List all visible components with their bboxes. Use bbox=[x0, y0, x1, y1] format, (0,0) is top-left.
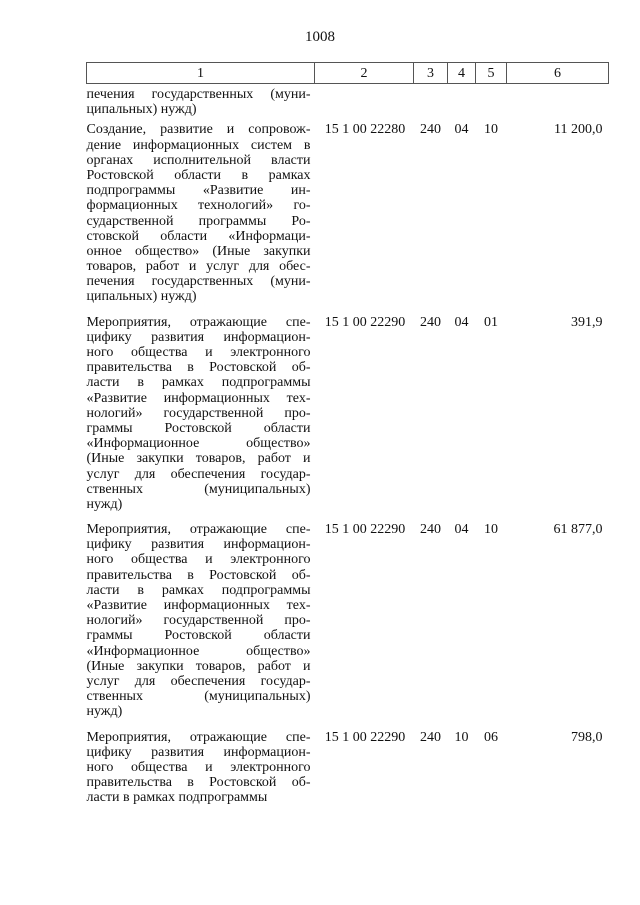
table-header-row bbox=[87, 63, 609, 84]
column-5-cell: 10 bbox=[484, 522, 498, 538]
table-body bbox=[87, 84, 609, 811]
description-cell bbox=[87, 310, 315, 517]
description-line: цифику развития информацион- bbox=[86, 537, 311, 553]
description-line: стовской области «Информаци- bbox=[86, 228, 311, 244]
description-line: печения государственных (муни- bbox=[86, 87, 311, 102]
description-line: цифику развития информацион- bbox=[86, 329, 311, 345]
description-line: органах исполнительной власти bbox=[86, 152, 311, 168]
description-line: «Развитие информационных тех- bbox=[86, 598, 311, 613]
description-line: ного общества и электронного bbox=[86, 345, 311, 360]
column-header: 5 bbox=[476, 63, 507, 84]
description-line: нужд) bbox=[86, 496, 123, 512]
column-3-cell: 240 bbox=[420, 729, 441, 745]
description-line: Мероприятия, отражающие спе- bbox=[86, 314, 311, 330]
column-header: 1 bbox=[87, 63, 315, 84]
column-header: 3 bbox=[414, 63, 448, 84]
description-line: «Информационное общество» bbox=[86, 436, 311, 452]
description-line: ласти в рамках подпрограммы bbox=[86, 582, 311, 598]
description-line: товаров, работ и услуг для обес- bbox=[86, 259, 311, 275]
description-line: ласти в рамках подпрограммы bbox=[86, 375, 311, 391]
amount-cell: 798,0 bbox=[571, 729, 603, 745]
description-line: дение информационных систем в bbox=[86, 137, 311, 153]
column-header: 4 bbox=[448, 63, 476, 84]
column-5-cell: 01 bbox=[484, 314, 498, 330]
budget-code-cell: 15 1 00 22290 bbox=[324, 314, 406, 330]
description-line: ственных (муниципальных) bbox=[86, 689, 311, 705]
column-5-cell bbox=[476, 84, 507, 118]
description-line: нологий» государственной про- bbox=[86, 613, 311, 629]
amount-cell: 391,9 bbox=[571, 314, 603, 330]
column-3-cell: 240 bbox=[420, 122, 441, 138]
budget-code-cell: 15 1 00 22290 bbox=[324, 522, 406, 538]
description-line: правительства в Ростовской об- bbox=[86, 360, 311, 376]
column-4-cell: 04 bbox=[454, 314, 469, 330]
description-line: онное общество» (Иные закупки bbox=[86, 243, 311, 259]
budget-code-cell: 15 1 00 22290 bbox=[324, 729, 406, 745]
description-line: нужд) bbox=[86, 704, 123, 720]
amount-cell bbox=[507, 84, 609, 118]
description-line: ного общества и электронного bbox=[86, 759, 311, 775]
column-4-cell: 04 bbox=[454, 522, 469, 538]
description-line: подпрограммы «Развитие ин- bbox=[86, 183, 311, 199]
description-cell bbox=[87, 725, 315, 811]
amount-cell: 61 877,0 bbox=[553, 522, 603, 538]
table-row bbox=[87, 310, 609, 517]
description-cell bbox=[87, 117, 315, 309]
budget-code-cell bbox=[315, 84, 414, 118]
column-3-cell bbox=[414, 84, 448, 118]
column-4-cell: 04 bbox=[454, 122, 469, 138]
description-line: ного общества и электронного bbox=[86, 552, 311, 568]
page-number: 1008 bbox=[305, 29, 335, 45]
description-line: ласти в рамках подпрограммы bbox=[86, 790, 268, 806]
description-line: «Информационное общество» bbox=[86, 643, 311, 659]
description-line: цифику развития информацион- bbox=[86, 744, 311, 760]
description-line: (Иные закупки товаров, работ и bbox=[86, 451, 311, 467]
description-line: Мероприятия, отражающие спе- bbox=[86, 522, 311, 538]
description-cell bbox=[87, 84, 315, 118]
description-line: ципальных) нужд) bbox=[86, 289, 197, 305]
column-4-cell bbox=[448, 84, 476, 118]
budget-code-cell: 15 1 00 22280 bbox=[324, 122, 406, 138]
budget-table bbox=[86, 62, 609, 810]
description-line: Создание, развитие и сопровож- bbox=[86, 122, 311, 138]
description-line: услуг для обеспечения государ- bbox=[86, 466, 311, 482]
column-5-cell: 06 bbox=[484, 729, 498, 745]
column-3-cell: 240 bbox=[420, 522, 441, 538]
table-row bbox=[87, 117, 609, 309]
amount-cell: 11 200,0 bbox=[554, 122, 603, 138]
description-line: услуг для обеспечения государ- bbox=[86, 673, 311, 689]
description-line: граммы Ростовской области bbox=[86, 420, 311, 436]
column-header: 2 bbox=[315, 63, 414, 84]
column-3-cell: 240 bbox=[420, 314, 441, 330]
description-line: «Развитие информационных тех- bbox=[86, 390, 311, 406]
table-row bbox=[87, 517, 609, 724]
description-line: (Иные закупки товаров, работ и bbox=[86, 658, 311, 674]
table-row bbox=[87, 725, 609, 811]
column-5-cell: 10 bbox=[484, 122, 498, 138]
description-line: нологий» государственной про- bbox=[86, 405, 311, 421]
description-line: правительства в Ростовской об- bbox=[86, 567, 311, 583]
description-line: формационных технологий» го- bbox=[86, 198, 311, 214]
column-4-cell: 10 bbox=[454, 729, 469, 745]
description-line: граммы Ростовской области bbox=[86, 628, 311, 644]
column-header: 6 bbox=[507, 63, 609, 84]
description-line: сударственной программы Ро- bbox=[86, 213, 311, 229]
description-line: Ростовской области в рамках bbox=[86, 167, 311, 183]
description-line: ципальных) нужд) bbox=[86, 102, 197, 118]
description-line: ственных (муниципальных) bbox=[86, 481, 311, 497]
description-line: печения государственных (муни- bbox=[86, 274, 311, 290]
description-line: правительства в Ростовской об- bbox=[86, 775, 311, 791]
description-cell bbox=[87, 517, 315, 724]
description-line: Мероприятия, отражающие спе- bbox=[86, 729, 311, 745]
table-row bbox=[87, 84, 609, 118]
